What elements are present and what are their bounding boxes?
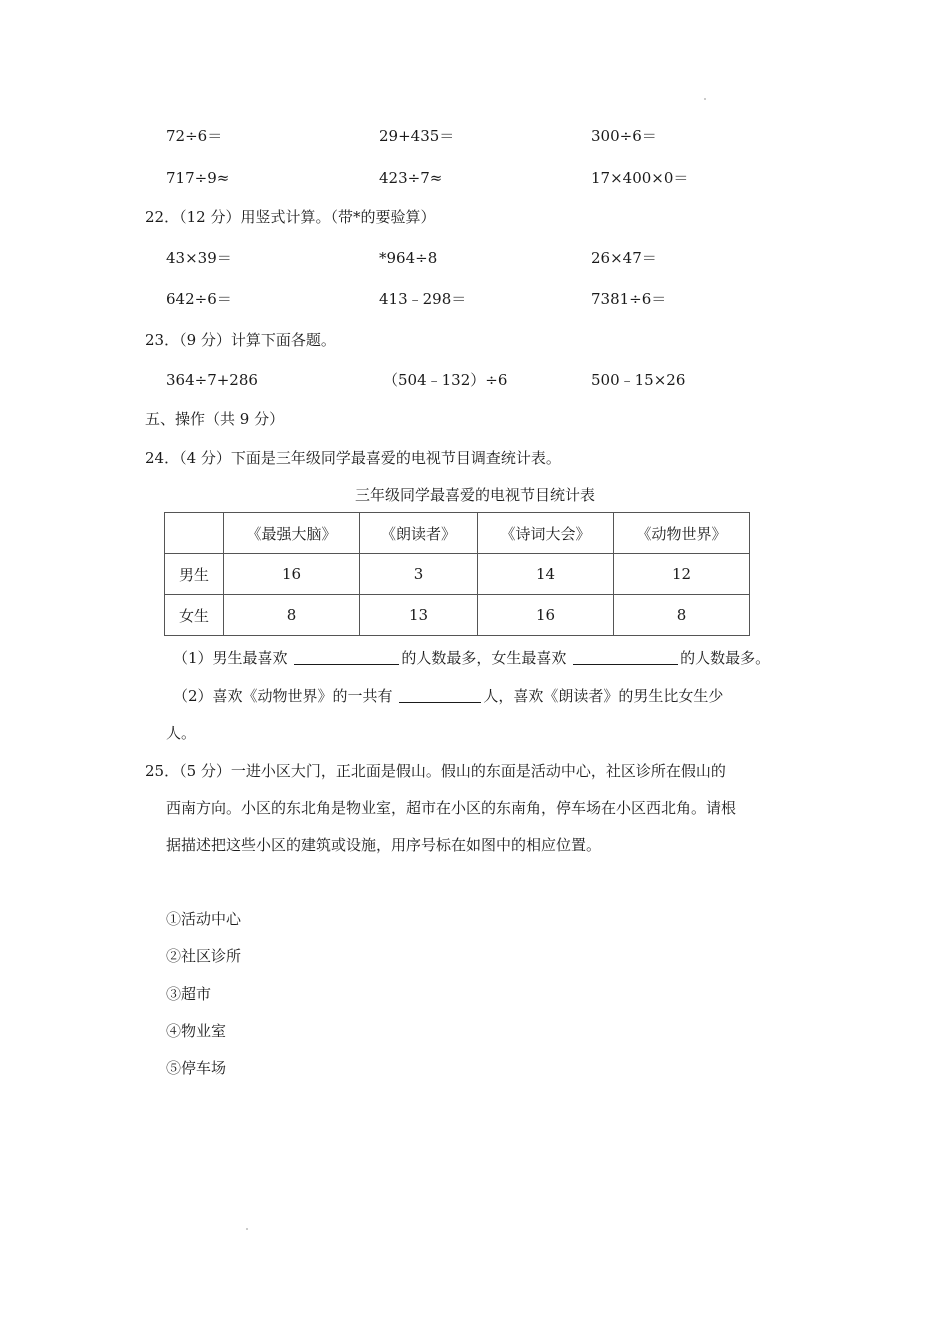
calc-item: 17×400×0＝ (591, 169, 689, 187)
calc-item: 7381÷6＝ (591, 290, 667, 308)
row-label: 女生 (165, 595, 224, 636)
list-item: ③超市 (166, 985, 212, 1003)
calc-item: 642÷6＝ (166, 290, 232, 308)
calc-item: 413﹣298＝ (379, 290, 467, 308)
sub-question-1 (173, 648, 770, 668)
calc-item: 26×47＝ (591, 249, 657, 267)
table-header: 《动物世界》 (614, 513, 750, 554)
question-23-title: 23．（9 分）计算下面各题。 (145, 331, 336, 349)
table-cell: 16 (224, 554, 360, 595)
table-cell: 13 (360, 595, 478, 636)
table-cell: 16 (478, 595, 614, 636)
list-item: ⑤停车场 (166, 1059, 227, 1077)
calc-item: 300÷6＝ (591, 127, 657, 145)
table-row (165, 554, 750, 595)
question-25-line: 据描述把这些小区的建筑或设施，用序号标在如图中的相应位置。 (166, 836, 602, 854)
calc-item: （504﹣132）÷6 (383, 371, 508, 389)
question-22-title: 22．（12 分）用竖式计算。（带*的要验算） (145, 208, 436, 226)
table-cell (165, 513, 224, 554)
text: 人，喜欢《朗读者》的男生比女生少 (483, 687, 724, 705)
scan-dot (246, 1228, 248, 1230)
table-cell: 3 (360, 554, 478, 595)
table-header-row (165, 513, 750, 554)
section-heading: 五、操作（共 9 分） (145, 410, 285, 428)
scan-dot (704, 98, 706, 100)
list-item: ④物业室 (166, 1022, 227, 1040)
text: 的人数最多。 (680, 649, 771, 667)
table-cell: 14 (478, 554, 614, 595)
question-25-line: 西南方向。小区的东北角是物业室，超市在小区的东南角，停车场在小区西北角。请根 (166, 799, 737, 817)
question-24-title: 24．（4 分）下面是三年级同学最喜爱的电视节目调查统计表。 (145, 449, 561, 467)
table-cell: 12 (614, 554, 750, 595)
table-row (165, 595, 750, 636)
calc-item: 500﹣15×26 (591, 371, 686, 389)
calc-item: 364÷7+286 (166, 371, 258, 389)
sub-question-2 (173, 686, 723, 706)
calc-item: 72÷6＝ (166, 127, 223, 145)
calc-item: 423÷7≈ (379, 169, 443, 187)
list-item: ①活动中心 (166, 910, 242, 928)
table-cell: 8 (614, 595, 750, 636)
answer-blank[interactable] (294, 649, 399, 665)
table-title: 三年级同学最喜爱的电视节目统计表 (354, 486, 595, 504)
row-label: 男生 (165, 554, 224, 595)
text: （2）喜欢《动物世界》的一共有 (173, 687, 393, 705)
stats-table (164, 512, 750, 636)
table-cell: 8 (224, 595, 360, 636)
table-header: 《最强大脑》 (224, 513, 360, 554)
calc-item: *964÷8 (379, 249, 438, 267)
answer-blank[interactable] (399, 687, 481, 703)
text: 的人数最多，女生最喜欢 (401, 649, 567, 667)
question-25-line: 25．（5 分）一进小区大门，正北面是假山。假山的东面是活动中心，社区诊所在假山的 (145, 762, 726, 780)
calc-item: 29+435＝ (379, 127, 455, 145)
sub-question-2-cont: 人。 (166, 724, 197, 742)
calc-item: 43×39＝ (166, 249, 232, 267)
text: （1）男生最喜欢 (173, 649, 288, 667)
table-header: 《诗词大会》 (478, 513, 614, 554)
answer-blank[interactable] (573, 649, 678, 665)
calc-item: 717÷9≈ (166, 169, 230, 187)
list-item: ②社区诊所 (166, 947, 242, 965)
table-header: 《朗读者》 (360, 513, 478, 554)
